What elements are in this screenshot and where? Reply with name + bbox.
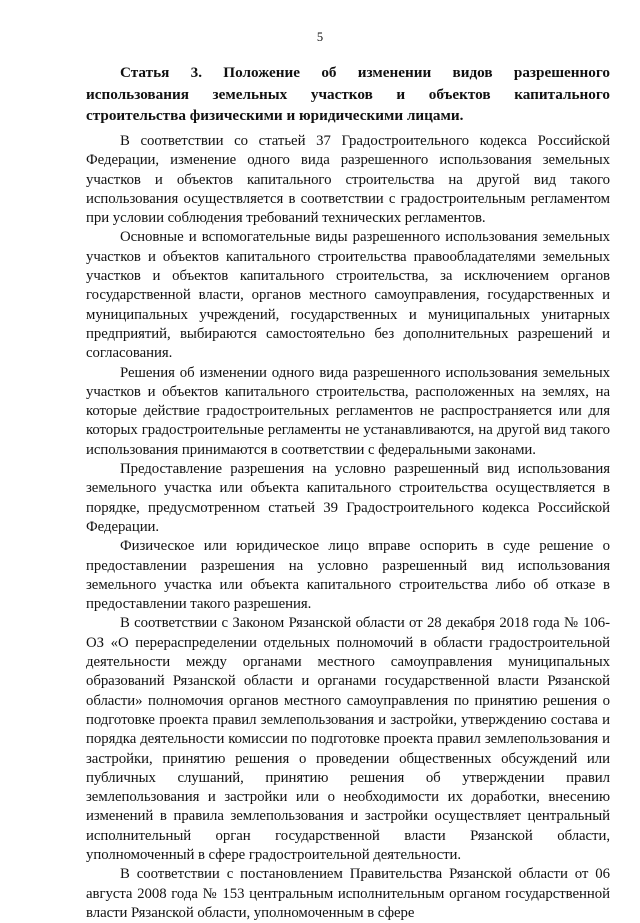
paragraph: В соответствии со статьей 37 Градостроительного кодекса Российской Федерации, изменение одного вида разрешенного использования земельных участков и объектов капитального строительства на другой вид такого использования осуществляется в соответствии с градостроительным регламентом при условии соблюдения требований технических регламентов. xyxy=(86,133,610,227)
paragraph: Предоставление разрешения на условно разрешенный вид использования земельного участка или объекта капитального строительства осуществляется в порядке, предусмотренном статьей 39 Градостроительного кодекса Российской Федерации. xyxy=(86,461,610,535)
paragraph: Решения об изменении одного вида разрешенного использования земельных участков и объектов капитального строительства, расположенных на землях, на которые действие градостроительных регламентов не распространяется или для которых градостроительные регламенты не устанавливаются, на другой вид такого использования принимаются в соответствии с федеральными законами. xyxy=(86,364,610,458)
paragraph: Основные и вспомогательные виды разрешенного использования земельных участков и объектов капитального строительства правообладателями земельных участков и объектов капитального строительства, за исключением органов государственной власти, органов местного самоуправления, государственных и муниципальных учреждений, государственных и муниципальных унитарных предприятий, выбираются самостоятельно без дополнительных разрешений и согласования. xyxy=(86,229,610,362)
paragraph: В соответствии с постановлением Правительства Рязанской области от 06 августа 2008 года № 153 центральным исполнительным органом государственной власти Рязанской области, уполномоченным в сфере xyxy=(86,866,610,921)
page-number: 5 xyxy=(316,30,324,44)
paragraph: Физическое или юридическое лицо вправе оспорить в суде решение о предоставлении разрешения на условно разрешенный вид использования земельного участка или объекта капитального строительства либо об отказе в предоставлении такого разрешения. xyxy=(86,538,610,613)
article-heading: Статья 3. Положение об изменении видов разрешенного использования земельных участков и объектов капитального строительства физическими и юридическими лицами. xyxy=(86,64,610,124)
paragraph: В соответствии с Законом Рязанской области от 28 декабря 2018 года № 106-ОЗ «О перераспределении отдельных полномочий в области градостроительной деятельности между органами местного самоуправления муниципальных образований Рязанской области и органами государственной власти Рязанской области» полномочия органов местного самоуправления по принятию решения о подготовке проекта правил землепользования и застройки, утверждению состава и порядка деятельности комиссии по подготовке проекта правил землепользования и застройки, принятию решения о проведении общественных обсуждений или публичных слушаний, принятию решения об утверждении правил землепользования и застройки или о необходимости их доработки, внесению изменений в правила землепользования и застройки осуществляет центральный исполнительный орган государственной власти Рязанской области, уполномоченный в сфере градостроительной деятельности. xyxy=(86,615,610,863)
article-body xyxy=(86,132,610,923)
